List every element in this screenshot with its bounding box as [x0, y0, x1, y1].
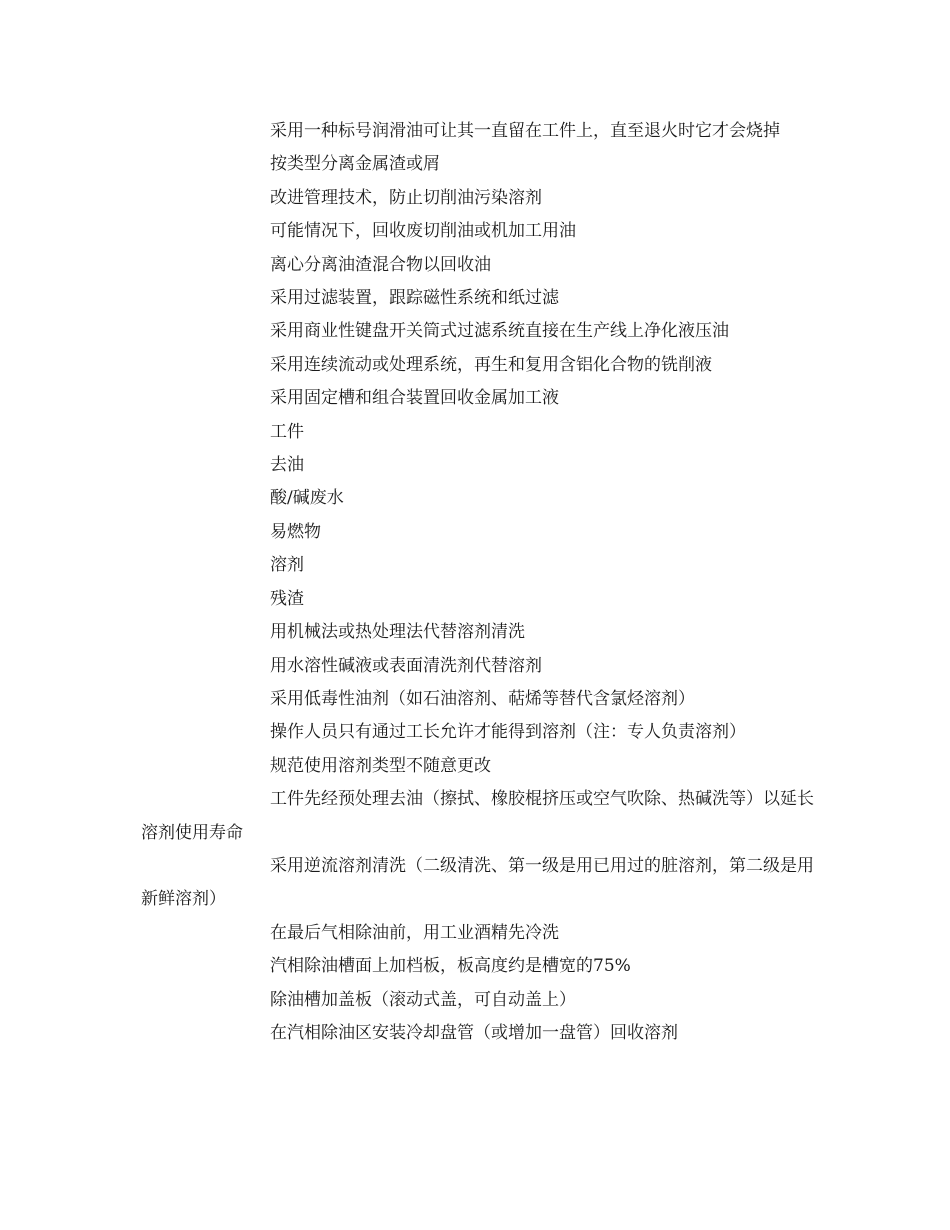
paragraph: 操作人员只有通过工长允许才能得到溶剂（注：专人负责溶剂） [270, 722, 746, 743]
paragraph: 可能情况下，回收废切削油或机加工用油 [270, 221, 576, 242]
paragraph: 用水溶性碱液或表面清洗剂代替溶剂 [270, 655, 542, 676]
paragraph: 离心分离油渣混合物以回收油 [270, 254, 491, 275]
paragraph: 在汽相除油区安装冷却盘管（或增加一盘管）回收溶剂 [270, 1022, 678, 1043]
paragraph: 用机械法或热处理法代替溶剂清洗 [270, 622, 525, 643]
paragraph: 溶剂 [270, 555, 304, 576]
paragraph: 汽相除油槽面上加档板，板高度约是槽宽的75% [270, 956, 631, 977]
paragraph: 采用过滤装置，跟踪磁性系统和纸过滤 [270, 288, 559, 309]
paragraph: 采用连续流动或处理系统，再生和复用含铝化合物的铣削液 [270, 354, 712, 375]
paragraph: 残渣 [270, 588, 304, 609]
paragraph: 酸/碱废水 [270, 488, 344, 509]
paragraph: 按类型分离金属渣或屑 [270, 154, 440, 175]
paragraph: 去油 [270, 455, 304, 476]
paragraph: 除油槽加盖板（滚动式盖，可自动盖上） [270, 989, 576, 1010]
paragraph: 在最后气相除油前，用工业酒精先冷洗 [270, 922, 559, 943]
paragraph: 采用一种标号润滑油可让其一直留在工件上，直至退火时它才会烧掉 [270, 121, 780, 141]
paragraph: 工件 [270, 421, 304, 442]
document-body [141, 115, 821, 1050]
paragraph: 工件先经预处理去油（擦拭、橡胶棍挤压或空气吹除、热碱洗等）以延长溶剂使用寿命 [141, 789, 814, 843]
paragraph: 改进管理技术，防止切削油污染溶剂 [270, 187, 542, 208]
paragraph: 采用逆流溶剂清洗（二级清洗、第一级是用已用过的脏溶剂，第二级是用新鲜溶剂） [141, 855, 814, 910]
paragraph: 易燃物 [270, 521, 321, 542]
paragraph: 规范使用溶剂类型不随意更改 [270, 755, 491, 776]
paragraph: 采用商业性键盘开关筒式过滤系统直接在生产线上净化液压油 [270, 321, 729, 342]
paragraph: 采用固定槽和组合装置回收金属加工液 [270, 388, 559, 409]
paragraph: 采用低毒性油剂（如石油溶剂、萜烯等替代含氯烃溶剂） [270, 688, 695, 709]
